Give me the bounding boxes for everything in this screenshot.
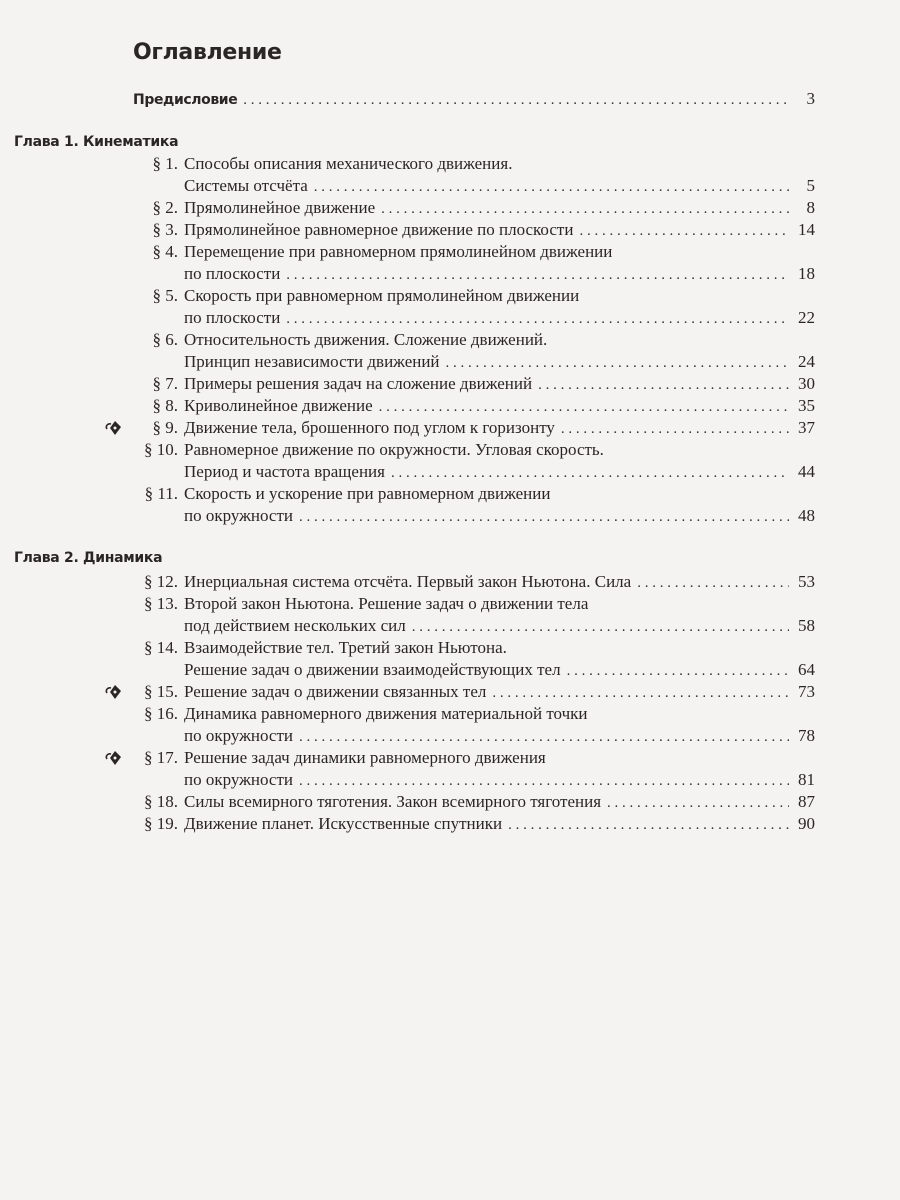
- section-title-line: Прямолинейное движение: [184, 198, 376, 217]
- section-number: § 19.: [144, 814, 178, 833]
- section-title-line: Равномерное движение по окружности. Угловая скорость.: [184, 440, 604, 459]
- section-number: § 15.: [144, 682, 178, 701]
- section-title-line: Системы отсчёта: [184, 176, 308, 195]
- section-number: § 1.: [152, 154, 178, 173]
- toc-entry[interactable]: [100, 637, 815, 681]
- toc-entry[interactable]: [100, 747, 815, 791]
- chapter-1-entries: [100, 153, 815, 527]
- dot-leader: [538, 377, 789, 394]
- section-title-line: Принцип независимости движений: [184, 352, 440, 371]
- section-title-line: Примеры решения задач на сложение движений: [184, 374, 533, 393]
- page-number: 24: [798, 352, 815, 371]
- page-number: 22: [798, 308, 815, 327]
- section-title-line: Относительность движения. Сложение движений.: [184, 330, 548, 349]
- section-title-line: по плоскости: [184, 264, 281, 283]
- page-number: 53: [798, 572, 815, 591]
- page-number: 87: [798, 792, 815, 811]
- section-number: § 10.: [144, 440, 178, 459]
- page-number: 18: [798, 264, 815, 283]
- page-number: 48: [798, 506, 815, 525]
- section-number: § 7.: [152, 374, 178, 393]
- toc-entry[interactable]: [100, 571, 815, 593]
- section-title-line: Прямолинейное равномерное движение по плоскости: [184, 220, 574, 239]
- dot-leader: [579, 223, 789, 240]
- dot-leader: [381, 201, 789, 218]
- page-number: 14: [798, 220, 815, 239]
- section-title-line: Скорость при равномерном прямолинейном движении: [184, 286, 580, 305]
- section-title-line: Решение задач динамики равномерного движения: [184, 748, 546, 767]
- page-number: 64: [798, 660, 815, 679]
- section-title-line: под действием нескольких сил: [184, 616, 406, 635]
- toc-entry[interactable]: [100, 439, 815, 483]
- toc-entry[interactable]: [100, 241, 815, 285]
- page-title: Оглавление: [133, 40, 282, 65]
- section-title-line: Решение задач о движении взаимодействующих тел: [184, 660, 561, 679]
- toc-entry[interactable]: [100, 483, 815, 527]
- section-title-line: Второй закон Ньютона. Решение задач о движении тела: [184, 594, 589, 613]
- section-title-line: Перемещение при равномерном прямолинейном движении: [184, 242, 613, 261]
- section-title-line: Способы описания механического движения.: [184, 154, 513, 173]
- preface-page: 3: [806, 89, 815, 108]
- page-number: 78: [798, 726, 815, 745]
- toc-entry[interactable]: [100, 197, 815, 219]
- section-number: § 2.: [152, 198, 178, 217]
- section-title-line: Криволинейное движение: [184, 396, 373, 415]
- section-number: § 18.: [144, 792, 178, 811]
- toc-entry[interactable]: [100, 703, 815, 747]
- page-number: 90: [798, 814, 815, 833]
- toc-entry[interactable]: [100, 681, 815, 703]
- dot-leader: [607, 795, 789, 812]
- toc-entry[interactable]: [100, 219, 815, 241]
- section-title-line: по окружности: [184, 770, 293, 789]
- toc-preface[interactable]: [133, 89, 815, 109]
- section-number: § 6.: [152, 330, 178, 349]
- section-title-line: Динамика равномерного движения материальной точки: [184, 704, 588, 723]
- dot-leader: [286, 267, 789, 284]
- section-title-line: по плоскости: [184, 308, 281, 327]
- dot-leader: [446, 355, 789, 372]
- toc-entry[interactable]: [100, 395, 815, 417]
- toc-entry[interactable]: [100, 329, 815, 373]
- dot-leader: [299, 509, 789, 526]
- toc-entry[interactable]: [100, 813, 815, 835]
- dot-leader: [561, 421, 789, 438]
- dot-leader: [314, 179, 789, 196]
- page-number: 8: [806, 198, 815, 217]
- chapter-2-entries: [100, 571, 815, 835]
- section-title-line: Инерциальная система отсчёта. Первый закон Ньютона. Сила: [184, 572, 632, 591]
- section-number: § 14.: [144, 638, 178, 657]
- dot-leader: [243, 92, 789, 109]
- section-number: § 16.: [144, 704, 178, 723]
- section-number: § 3.: [152, 220, 178, 239]
- page-number: 44: [798, 462, 815, 481]
- section-title-line: Решение задач о движении связанных тел: [184, 682, 487, 701]
- section-title-line: Движение планет. Искусственные спутники: [184, 814, 503, 833]
- dot-leader: [492, 685, 789, 702]
- dot-leader: [567, 663, 789, 680]
- page-number: 37: [798, 418, 815, 437]
- section-number: § 4.: [152, 242, 178, 261]
- dot-leader: [286, 311, 789, 328]
- section-number: § 5.: [152, 286, 178, 305]
- section-title-line: Силы всемирного тяготения. Закон всемирного тяготения: [184, 792, 602, 811]
- page-number: 30: [798, 374, 815, 393]
- chapter-heading: Глава 1. Кинематика: [14, 134, 179, 150]
- page-number: 5: [806, 176, 815, 195]
- dot-leader: [299, 773, 789, 790]
- section-title-line: Период и частота вращения: [184, 462, 385, 481]
- chapter-heading: Глава 2. Динамика: [14, 550, 163, 566]
- section-title-line: Взаимодействие тел. Третий закон Ньютона.: [184, 638, 507, 657]
- toc-entry[interactable]: [100, 373, 815, 395]
- toc-entry[interactable]: [100, 285, 815, 329]
- dot-leader: [508, 817, 789, 834]
- toc-entry[interactable]: [100, 791, 815, 813]
- dot-leader: [379, 399, 789, 416]
- page-number: 73: [798, 682, 815, 701]
- page-number: 81: [798, 770, 815, 789]
- section-title-line: по окружности: [184, 506, 293, 525]
- dot-leader: [299, 729, 789, 746]
- toc-entry[interactable]: [100, 593, 815, 637]
- preface-label: Предисловие: [133, 92, 238, 108]
- section-number: § 8.: [152, 396, 178, 415]
- section-number: § 12.: [144, 572, 178, 591]
- dot-leader: [391, 465, 789, 482]
- section-number: § 9.: [152, 418, 178, 437]
- page-number: 58: [798, 616, 815, 635]
- toc-entry[interactable]: [100, 153, 815, 197]
- toc-entry[interactable]: [100, 417, 815, 439]
- section-title-line: Движение тела, брошенного под углом к горизонту: [184, 418, 555, 437]
- section-number: § 17.: [144, 748, 178, 767]
- section-number: § 13.: [144, 594, 178, 613]
- dot-leader: [637, 575, 789, 592]
- section-number: § 11.: [144, 484, 178, 503]
- section-title-line: Скорость и ускорение при равномерном движении: [184, 484, 551, 503]
- page-number: 35: [798, 396, 815, 415]
- dot-leader: [412, 619, 789, 636]
- section-title-line: по окружности: [184, 726, 293, 745]
